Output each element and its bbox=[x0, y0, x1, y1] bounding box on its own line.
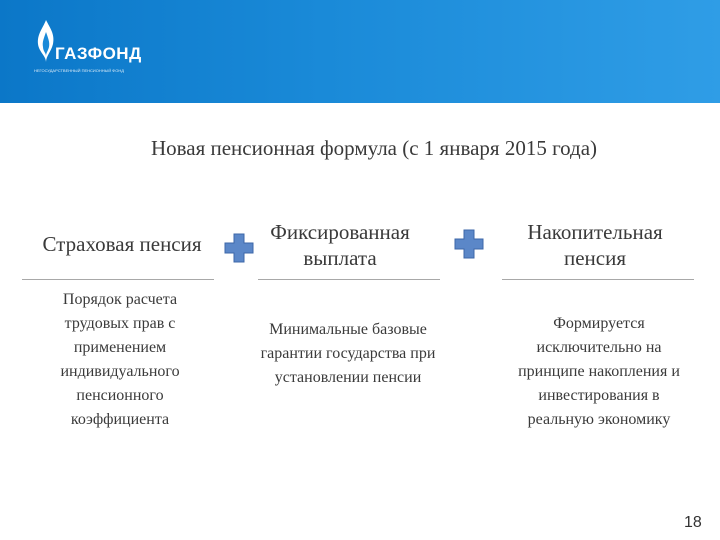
heading-line: Страховая пенсия bbox=[42, 232, 202, 256]
heading-funded-pension bbox=[495, 219, 695, 271]
heading-line: Фиксированная bbox=[270, 220, 410, 244]
heading-line: выплата bbox=[303, 246, 377, 270]
body-line: индивидуального bbox=[60, 363, 180, 380]
body-line: Минимальные базовые bbox=[269, 321, 427, 338]
body-line: пенсионного bbox=[76, 387, 164, 404]
header-banner bbox=[0, 0, 720, 103]
body-funded-pension bbox=[488, 312, 710, 432]
heading-line: Накопительная bbox=[527, 220, 663, 244]
body-line: применением bbox=[73, 339, 167, 356]
body-fixed-payment bbox=[230, 318, 466, 390]
logo-tagline: НЕГОСУДАРСТВЕННЫЙ ПЕНСИОННЫЙ ФОНД bbox=[34, 68, 124, 73]
body-line: Порядок расчета bbox=[62, 291, 178, 308]
body-line: коэффициента bbox=[70, 411, 170, 428]
divider bbox=[502, 279, 694, 280]
slide-title: Новая пенсионная формула (с 1 января 2015 года) bbox=[150, 136, 598, 160]
plus-icon bbox=[454, 229, 484, 259]
body-line: Формируется bbox=[553, 315, 645, 332]
divider bbox=[258, 279, 440, 280]
gazfond-logo bbox=[34, 18, 142, 78]
heading-fixed-payment bbox=[240, 219, 440, 271]
body-line: принципе накопления и bbox=[518, 363, 680, 380]
logo-wordmark: ГАЗФОНД bbox=[55, 44, 142, 63]
body-line: гарантии государства при bbox=[260, 345, 436, 362]
body-line: трудовых прав с bbox=[64, 315, 176, 332]
page-number: 18 bbox=[684, 514, 702, 531]
body-line: реальную экономику bbox=[527, 411, 671, 428]
body-line: установлении пенсии bbox=[274, 369, 422, 386]
divider bbox=[22, 279, 214, 280]
body-line: исключительно на bbox=[536, 339, 662, 356]
body-insurance-pension bbox=[20, 288, 220, 432]
body-line: инвестирования в bbox=[538, 387, 660, 404]
heading-insurance-pension bbox=[22, 231, 222, 257]
heading-line: пенсия bbox=[563, 246, 626, 270]
